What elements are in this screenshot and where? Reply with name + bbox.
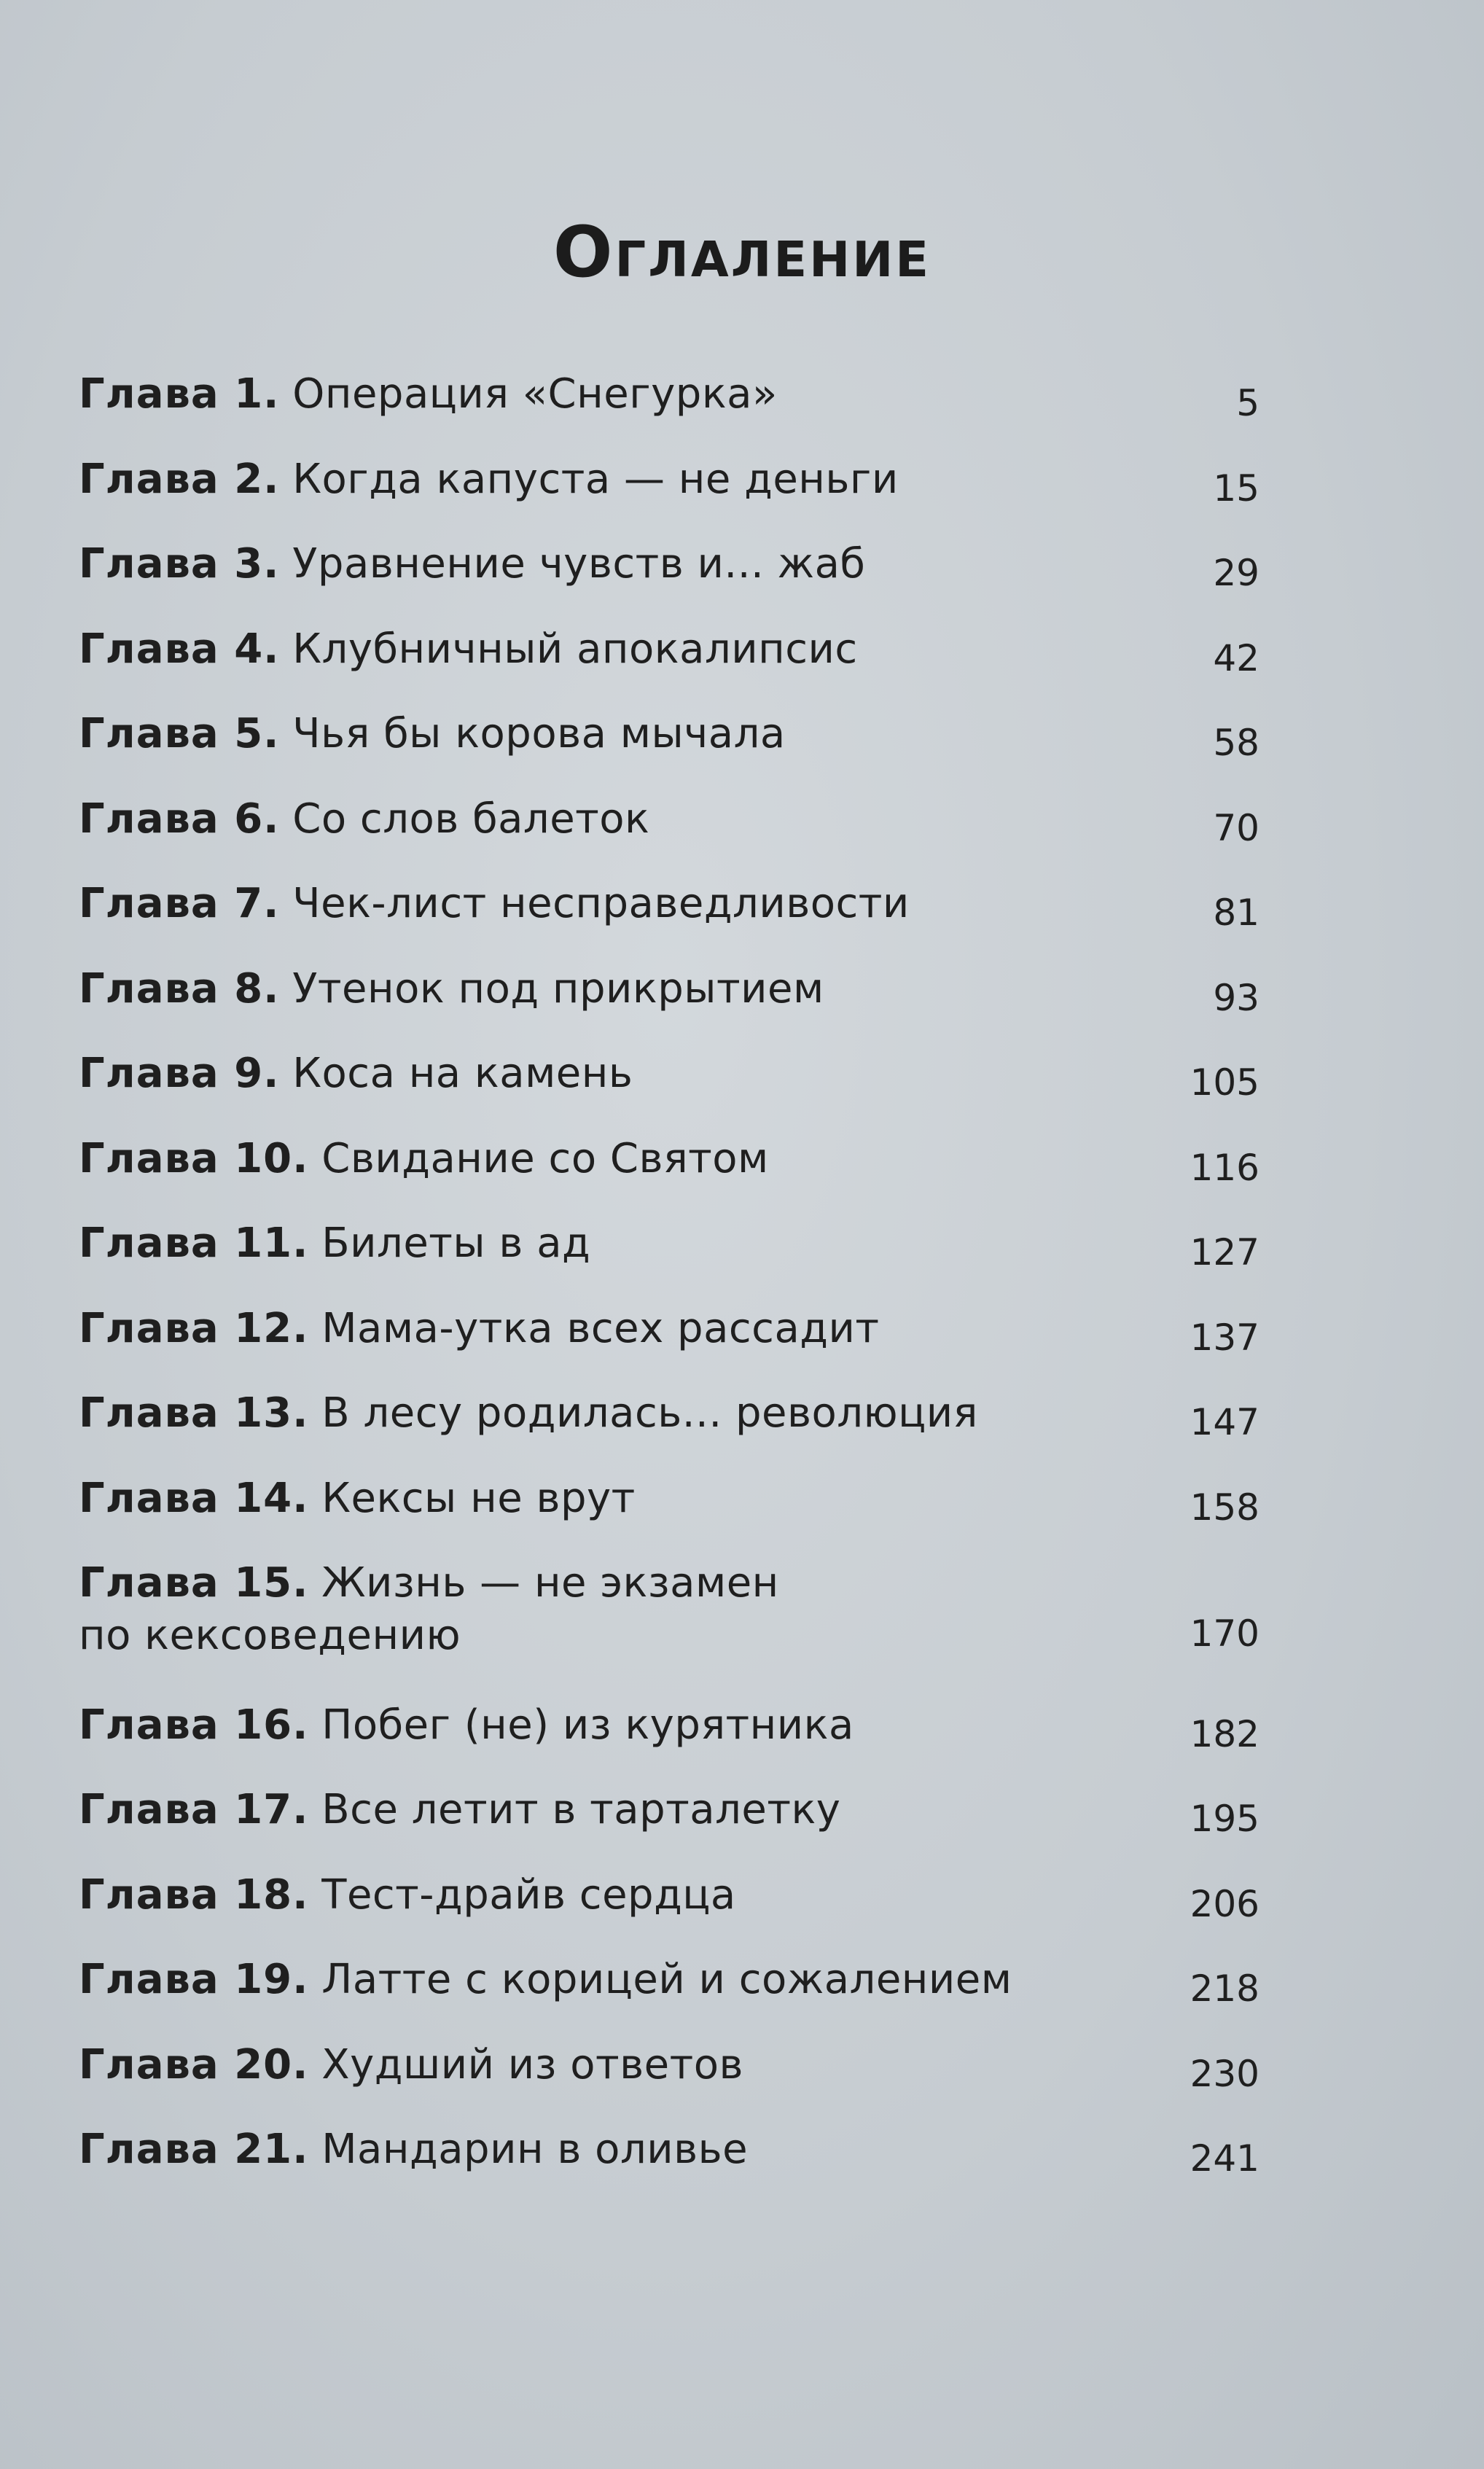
chapter-label: Глава 20. xyxy=(79,2040,309,2088)
page-number: 158 xyxy=(1190,1486,1260,1529)
toc-entry-text xyxy=(79,1303,1099,1355)
chapter-label: Глава 2. xyxy=(79,455,280,503)
page-number: 5 xyxy=(1236,382,1260,424)
toc-entry xyxy=(79,963,1260,1048)
page-number: 182 xyxy=(1190,1712,1260,1755)
page-number: 195 xyxy=(1190,1798,1260,1840)
toc-entry-text xyxy=(79,1954,1099,2006)
chapter-title: Утенок под прикрытием xyxy=(292,964,824,1013)
chapter-title: Когда капуста — не деньги xyxy=(292,455,899,503)
toc-entry xyxy=(79,368,1260,453)
toc-entry xyxy=(79,538,1260,623)
page-title: Оглаление xyxy=(552,211,932,293)
toc-entry-text xyxy=(79,2123,1099,2176)
toc-entry xyxy=(79,1133,1260,1218)
toc-entry-text xyxy=(79,878,1099,930)
toc-entry xyxy=(79,2039,1260,2124)
chapter-title: В лесу родилась... революция xyxy=(321,1389,978,1437)
chapter-title: Уравнение чувств и... жаб xyxy=(292,540,866,588)
page-number: 58 xyxy=(1213,722,1260,764)
toc-entry xyxy=(79,453,1260,539)
chapter-title: Тест-драйв сердца xyxy=(321,1871,736,1919)
page-number: 206 xyxy=(1190,1882,1260,1925)
chapter-title: Билеты в ад xyxy=(321,1220,591,1267)
page-number: 116 xyxy=(1190,1146,1260,1189)
page-number: 105 xyxy=(1190,1061,1260,1104)
page-number: 29 xyxy=(1213,552,1260,594)
chapter-title: Операция «Снегурка» xyxy=(292,370,778,418)
toc-entry xyxy=(79,1048,1260,1133)
chapter-title: Худший из ответов xyxy=(321,2040,743,2088)
chapter-title: Со слов балеток xyxy=(292,795,650,843)
toc-entry-text xyxy=(79,2039,1099,2091)
chapter-title: Клубничный апокалипсис xyxy=(292,625,858,673)
chapter-label: Глава 5. xyxy=(79,710,280,757)
chapter-title: Свидание со Святом xyxy=(321,1134,769,1182)
toc-entry xyxy=(79,1869,1260,1954)
chapter-label: Глава 11. xyxy=(79,1220,309,1267)
toc-entry xyxy=(79,1473,1260,1558)
toc-entry-text xyxy=(79,623,1099,676)
chapter-title: Коса на камень xyxy=(292,1050,633,1097)
page-number: 230 xyxy=(1190,2052,1260,2095)
chapter-title: Побег (не) из курятника xyxy=(321,1701,854,1749)
chapter-label: Глава 21. xyxy=(79,2126,309,2173)
page-number: 42 xyxy=(1213,636,1260,679)
page-number: 81 xyxy=(1213,892,1260,934)
toc-entry-text xyxy=(79,368,1099,421)
chapter-label: Глава 3. xyxy=(79,540,280,588)
chapter-title: Жизнь — не экзамен xyxy=(321,1559,779,1607)
page-number: 15 xyxy=(1213,467,1260,510)
toc-entry xyxy=(79,1954,1260,2039)
chapter-label: Глава 12. xyxy=(79,1304,309,1352)
chapter-label: Глава 7. xyxy=(79,880,280,927)
toc-entry-text xyxy=(79,1699,1099,1752)
toc-entry xyxy=(79,1217,1260,1303)
toc-entry xyxy=(79,878,1260,963)
page-number: 93 xyxy=(1213,976,1260,1019)
toc-entry xyxy=(79,1303,1260,1388)
chapter-label: Глава 18. xyxy=(79,1871,309,1919)
toc-entry-text xyxy=(79,1133,1099,1185)
page-number: 147 xyxy=(1190,1401,1260,1443)
toc-entry xyxy=(79,1699,1260,1785)
chapter-title: Кексы не врут xyxy=(321,1474,636,1522)
chapter-title: Мама-утка всех рассадит xyxy=(321,1304,880,1352)
chapter-label: Глава 19. xyxy=(79,1956,309,2003)
chapter-label: Глава 4. xyxy=(79,625,280,673)
toc-entry-text xyxy=(79,708,1099,760)
toc-entry xyxy=(79,1784,1260,1869)
chapter-label: Глава 17. xyxy=(79,1786,309,1833)
table-of-contents xyxy=(79,0,1260,2469)
chapter-label: Глава 14. xyxy=(79,1474,309,1522)
chapter-label: Глава 10. xyxy=(79,1134,309,1182)
chapter-title: Чек-лист несправедливости xyxy=(292,880,910,927)
toc-entry xyxy=(79,623,1260,709)
toc-entry-text xyxy=(79,1048,1099,1100)
chapter-label: Глава 9. xyxy=(79,1050,280,1097)
page-number: 70 xyxy=(1213,806,1260,849)
toc-entry xyxy=(79,1387,1260,1473)
chapter-label: Глава 13. xyxy=(79,1389,309,1437)
toc-entry-text xyxy=(79,1869,1099,1922)
toc-entry-text xyxy=(79,1387,1099,1440)
chapter-label: Глава 6. xyxy=(79,795,280,843)
page-number: 127 xyxy=(1190,1231,1260,1273)
page-number: 218 xyxy=(1190,1967,1260,2010)
page-number: 137 xyxy=(1190,1316,1260,1359)
toc-entry-text xyxy=(79,1473,1099,1525)
chapter-title: Латте с корицей и сожалением xyxy=(321,1956,1012,2003)
chapter-title: Чья бы корова мычала xyxy=(292,710,786,757)
chapter-title: Мандарин в оливье xyxy=(321,2126,749,2173)
toc-entry-text xyxy=(79,1784,1099,1836)
chapter-label: Глава 1. xyxy=(79,370,280,418)
toc-entry-text xyxy=(79,963,1099,1015)
toc-entry-text xyxy=(79,538,1099,590)
chapter-label: Глава 8. xyxy=(79,964,280,1013)
toc-entry xyxy=(79,1557,1260,1699)
page-number: 170 xyxy=(1190,1612,1260,1655)
toc-entry xyxy=(79,708,1260,793)
toc-entry-text xyxy=(79,1557,1099,1662)
toc-entry-text xyxy=(79,453,1099,506)
chapter-title-continued: по кексоведению xyxy=(79,1612,461,1659)
toc-entry-text xyxy=(79,793,1099,846)
toc-entry-text xyxy=(79,1217,1099,1270)
page-number: 241 xyxy=(1190,2137,1260,2180)
chapter-label: Глава 16. xyxy=(79,1701,309,1749)
toc-entry xyxy=(79,2123,1260,2209)
toc-entry xyxy=(79,793,1260,878)
chapter-label: Глава 15. xyxy=(79,1559,309,1607)
chapter-title: Все летит в тарталетку xyxy=(321,1786,841,1833)
